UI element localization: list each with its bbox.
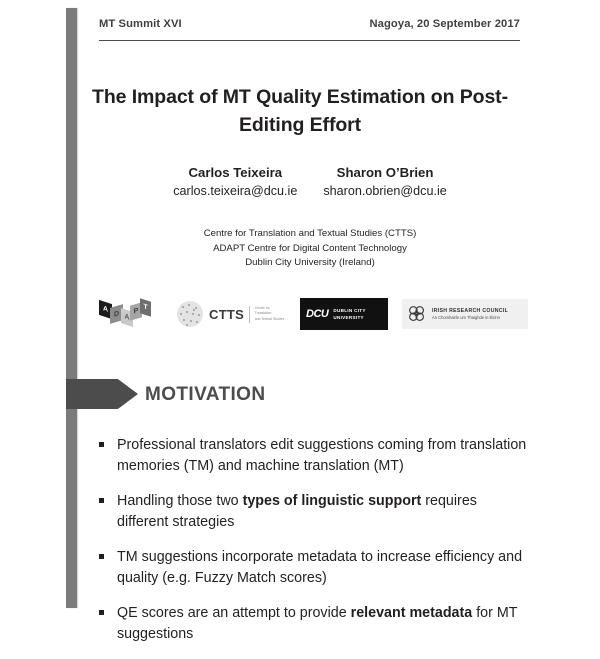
irc-subtitle: An Chomhairle um Thaighde in Éirinn — [432, 314, 500, 320]
header-conference-name: MT Summit XVI — [99, 18, 182, 30]
irc-title: IRISH RESEARCH COUNCIL — [432, 307, 509, 314]
section-heading: MOTIVATION — [145, 384, 266, 405]
author-block — [173, 163, 297, 200]
dcu-logo — [300, 292, 388, 336]
affiliation-block — [100, 227, 520, 271]
ctts-subtitle-line: and Textual Studies — [254, 316, 285, 321]
section-banner-arrow — [66, 379, 138, 409]
bullet-square-icon — [99, 554, 104, 559]
bullet-text: TM suggestions incorporate metadata to increase efficiency and quality (e.g. Fuzzy Match scores) — [117, 549, 523, 587]
affiliation-line: Dublin City University (Ireland) — [245, 257, 375, 269]
bullet-square-icon — [99, 442, 104, 447]
bullet-list — [96, 435, 528, 659]
bullet-item — [96, 547, 528, 589]
affiliation-line: ADAPT Centre for Digital Content Technology — [213, 242, 407, 254]
header-date-location: Nagoya, 20 September 2017 — [369, 18, 520, 30]
ctts-circle-icon — [177, 301, 203, 327]
author-name: Sharon O’Brien — [336, 165, 434, 180]
bullet-text: Professional translators edit suggestions coming from translation memories (TM) and machine translation (MT) — [117, 437, 527, 475]
adapt-letter: P — [130, 302, 142, 320]
ctts-wordmark: CTTS — [209, 306, 245, 322]
bullet-item — [96, 491, 528, 533]
ctts-subtitle-line: Centre for Translation — [254, 306, 272, 316]
bullet-item — [96, 603, 528, 645]
bullet-item — [96, 435, 528, 477]
ctts-subtitle — [255, 306, 285, 321]
header-divider-rule — [99, 40, 520, 41]
presentation-title: The Impact of MT Quality Estimation on Post-Editing Effort — [92, 86, 508, 136]
dcu-text-line: DUBLIN CITY — [333, 307, 366, 313]
author-block — [323, 163, 446, 200]
author-list — [120, 163, 500, 200]
irish-research-council-logo — [402, 292, 528, 336]
bullet-square-icon — [99, 498, 104, 503]
author-email: sharon.obrien@dcu.ie — [323, 184, 447, 199]
slide-header — [99, 18, 520, 30]
dcu-text-line: UNIVERSITY — [333, 315, 364, 320]
logo-row — [92, 292, 532, 338]
ctts-divider — [249, 306, 250, 323]
left-decorative-bar — [66, 8, 77, 608]
adapt-letter: A — [121, 308, 133, 327]
adapt-logo — [92, 292, 154, 336]
affiliation-line: Centre for Translation and Textual Studies (CTTS) — [203, 228, 417, 239]
bullet-text: Handling those two types of linguistic support requires different strategies — [117, 493, 477, 531]
celtic-knot-icon — [406, 303, 428, 325]
adapt-letter: D — [110, 304, 123, 324]
irc-text-block — [432, 308, 508, 321]
adapt-letter: A — [99, 300, 112, 319]
dcu-university-text — [333, 307, 365, 321]
bullet-text: QE scores are an attempt to provide relevant metadata for MT suggestions — [117, 605, 518, 643]
ctts-logo — [177, 292, 285, 336]
author-name: Carlos Teixeira — [188, 165, 283, 180]
author-email: carlos.teixeira@dcu.ie — [173, 184, 298, 199]
adapt-letter: T — [140, 298, 151, 317]
dcu-mark: DCU — [306, 308, 329, 320]
bullet-square-icon — [99, 610, 104, 615]
